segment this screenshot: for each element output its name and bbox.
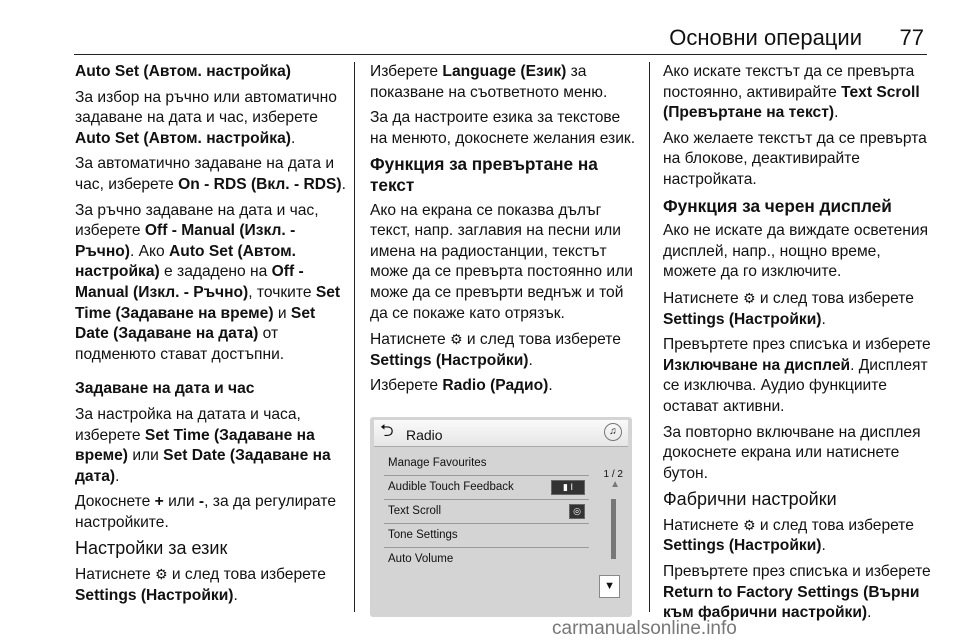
text-bold: Language (Език) [442,63,567,80]
text: За ръчно задаване на дата и час, изберете [75,201,319,240]
watermark: carmanualsonline.info [552,618,737,639]
list-item-label: Audible Touch Feedback [388,480,514,493]
text-bold: Set Time (Задаване на време) [75,426,315,465]
list-item[interactable] [384,548,589,571]
text: . [290,129,296,147]
text-bold: Settings (Настройки) [663,537,822,555]
paragraph [75,492,347,533]
text: Ако искате текстът да се превърта постоянно, активирайте [663,63,915,101]
music-note-icon[interactable]: ♫ [604,423,622,441]
paragraph [663,335,931,417]
text: , точките [248,283,316,301]
text: . [834,104,839,122]
text: Изберете [370,377,443,395]
column-1 [75,62,347,611]
text: Натиснете [663,289,743,307]
paragraph: Ако не искате да виждате осветения дисплей, напр., нощно време, можете да го изключите. [663,222,929,281]
text-bold: Set Date (Задаване на дата) [75,447,331,485]
text-bold: Off - Manual (Изкл. - Ръчно) [75,263,304,301]
text: . Дисплеят се изключва. Аудио функциите остават активни. [663,356,928,415]
page-title: Основни операции [669,25,862,50]
text-bold: Text Scroll (Превъртане на текст) [663,83,920,122]
text-bold: Radio (Радио) [442,377,549,395]
text: . [528,351,533,369]
heading-date-time: Задаване на дата и час [75,380,255,398]
list-item[interactable] [384,476,589,500]
scroll-down-icon[interactable]: ▼ [599,575,620,598]
text-bold: On - RDS (Вкл. - RDS) [178,175,342,193]
text-bold: Set Date (Задаване на дата) [75,304,316,343]
header-rule [74,54,927,55]
paragraph [75,405,347,487]
toggle-icon[interactable]: ▮ I [551,480,585,495]
text: За настройка на датата и часа, изберете [75,405,301,444]
text: За автоматично задаване на дата и час, изберете [75,155,335,193]
text: Натиснете [663,516,743,534]
screen-title-bar [374,420,628,447]
heading-factory: Фабрични настройки [663,489,837,510]
paragraph [370,62,638,103]
list-item-label: Auto Volume [388,552,454,565]
settings-list [384,452,589,571]
text: . [233,586,238,604]
text: и след това изберете [462,331,621,349]
page-header [0,0,960,56]
gear-icon: ⚙ [742,289,756,306]
heading-black-display: Функция за черен дисплей [663,195,892,216]
list-item-label: Manage Favourites [388,456,487,469]
text: . [821,537,826,555]
text: . [867,604,872,622]
text: Натиснете [75,566,155,584]
paragraph [663,288,931,330]
text: или [163,493,199,511]
paragraph [370,376,638,397]
screen-title: Radio [406,426,443,443]
gear-icon: ⚙ [449,331,463,348]
text: за показване на съответното меню. [370,63,608,101]
text: , за да регулирате настройките. [75,493,336,531]
text-bold: + [154,493,164,511]
heading-language: Настройки за език [75,538,228,559]
text-bold: Auto Set (Автом. настройка) [75,129,291,147]
paragraph [75,201,347,366]
scrollbar[interactable] [611,499,616,559]
scroll-up-icon[interactable]: ▲ [610,478,620,490]
list-item[interactable] [384,452,589,476]
text-bold: - [198,493,205,511]
radio-settings-screen [370,417,632,617]
paragraph [75,564,347,606]
text: от подменюто стават достъпни. [75,325,285,363]
paragraph [75,88,347,150]
page-indicator: 1 / 2 [603,468,623,480]
toggle-off-icon[interactable]: ◎ [569,504,585,519]
paragraph [663,562,931,624]
list-item[interactable] [384,500,589,524]
text: и [273,304,291,322]
gear-icon: ⚙ [742,516,756,533]
list-item-label: Text Scroll [388,504,442,517]
gear-icon: ⚙ [154,566,168,583]
paragraph [370,329,638,371]
text: . [341,175,346,193]
text: За избор на ръчно или автоматично задаване на дата и час, изберете [75,88,337,127]
text-bold: Return to Factory Settings (Върни към фабрични настройки) [663,583,920,622]
text: . [548,377,553,395]
text: . Ако [129,242,170,260]
text: и след това изберете [167,566,326,584]
paragraph [75,154,347,195]
column-3 [663,62,931,629]
text: е зададено на [159,263,272,281]
page-number: 77 [899,25,924,50]
paragraph: Ако на екрана се показва дълъг текст, напр. заглавия на песни или имена на радиостанции, текстът може да се превърта постоянно или може да се превърти веднъж и той да се покаже като отрязък. [370,201,633,322]
text: и след това изберете [755,289,914,307]
column-2 [370,62,638,617]
text-bold: Off - Manual (Изкл. - Ръчно) [75,222,296,260]
text: Изберете [370,63,443,80]
back-arrow-icon[interactable]: ⮌ [380,420,394,440]
heading-text-scroll: Функция за превъртане на текст [370,154,598,195]
text: Превъртете през списъка и изберете [663,336,931,354]
paragraph: За повторно включване на дисплея докоснете екрана или натиснете бутон. [663,423,921,482]
paragraph [663,62,931,124]
text-bold: Settings (Настройки) [75,586,234,604]
paragraph: Ако желаете текстът да се превърта на блокове, деактивирайте настройката. [663,129,927,188]
text-bold: Set Time (Задаване на време) [75,283,341,322]
list-item[interactable] [384,524,589,548]
column-divider [354,62,355,612]
text-bold: Settings (Настройки) [663,310,822,328]
text-bold: Settings (Настройки) [370,351,529,369]
text: . [115,467,120,485]
text: и след това изберете [755,516,914,534]
list-item-label: Tone Settings [388,528,458,541]
text: или [127,447,164,465]
paragraph [663,515,931,557]
column-divider [649,62,650,612]
text: . [821,310,826,328]
text: Натиснете [370,331,450,349]
heading-auto-set: Auto Set (Автом. настройка) [75,63,291,80]
text-bold: Auto Set (Автом. настройка) [75,242,296,281]
text-bold: Изключване на дисплей [663,356,851,374]
text: Превъртете през списъка и изберете [663,563,931,581]
paragraph: За да настроите езика за текстове на менюто, докоснете желания език. [370,109,636,147]
text: Докоснете [75,493,155,511]
